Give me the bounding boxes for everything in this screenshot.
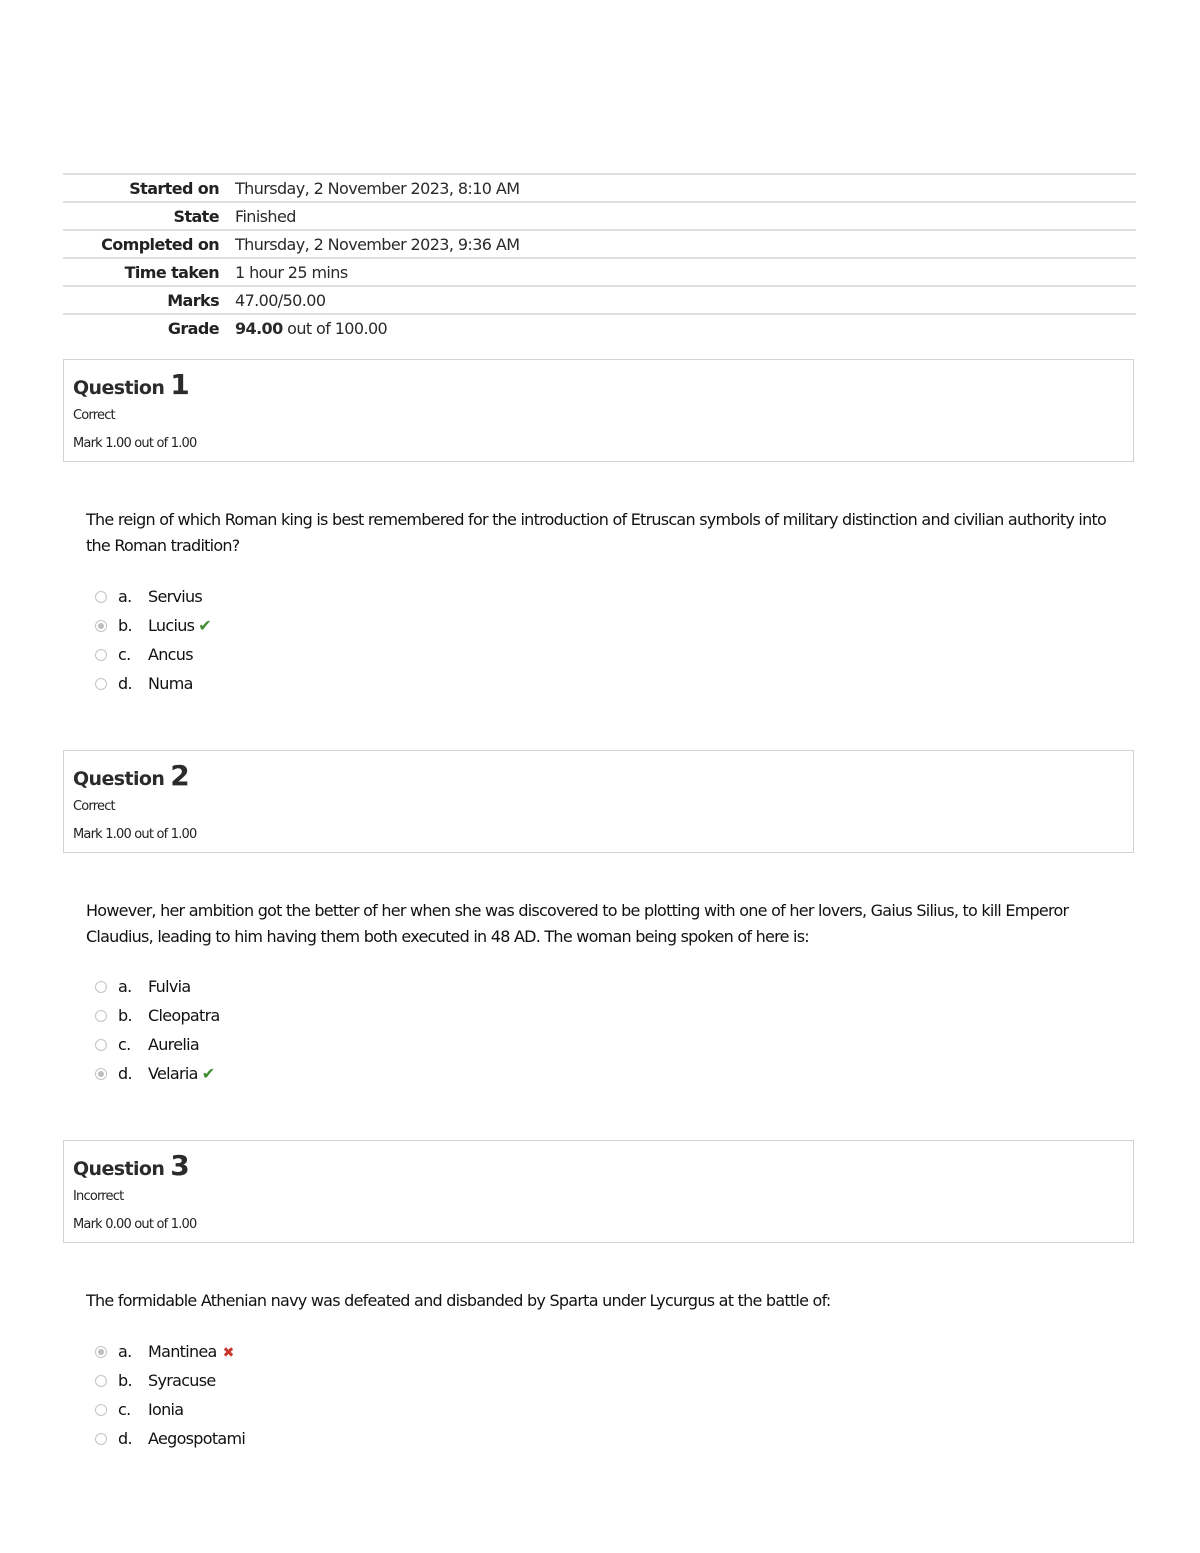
- radio-button[interactable]: [95, 1010, 107, 1022]
- question-number: 1: [170, 368, 190, 401]
- question-title: [73, 1149, 189, 1182]
- radio-button[interactable]: [95, 1375, 107, 1387]
- summary-value: 47.00/50.00: [235, 286, 1136, 314]
- radio-button[interactable]: [95, 1404, 107, 1416]
- option-letter: c.: [118, 645, 131, 664]
- radio-button[interactable]: [95, 981, 107, 993]
- question-1-info: [63, 359, 1134, 462]
- summary-row-started: [63, 174, 1136, 202]
- option-text: Lucius: [148, 616, 195, 635]
- summary-value: Thursday, 2 November 2023, 9:36 AM: [235, 230, 1136, 258]
- question-2-info: [63, 750, 1134, 853]
- question-number: 3: [170, 1149, 190, 1182]
- radio-button-selected[interactable]: [95, 620, 107, 632]
- option-text: Numa: [148, 674, 193, 693]
- option-text: Aegospotami: [148, 1429, 246, 1448]
- summary-row-marks: [63, 286, 1136, 314]
- option-letter: b.: [118, 1006, 132, 1025]
- option-text: Fulvia: [148, 977, 191, 996]
- summary-row-completed: [63, 230, 1136, 258]
- option-text: Ancus: [148, 645, 193, 664]
- summary-row-time-taken: [63, 258, 1136, 286]
- correct-check-icon: ✔: [198, 616, 212, 635]
- summary-label: Marks: [63, 286, 235, 314]
- option-text: Syracuse: [148, 1371, 216, 1390]
- summary-label: State: [63, 202, 235, 230]
- option-letter: a.: [118, 587, 132, 606]
- option-letter: b.: [118, 616, 132, 635]
- summary-label: Time taken: [63, 258, 235, 286]
- question-label: Question: [73, 768, 165, 790]
- option-letter: a.: [118, 977, 132, 996]
- correct-check-icon: ✔: [201, 1064, 215, 1083]
- option-label: [148, 1064, 214, 1083]
- grade-out-of: out of 100.00: [287, 318, 388, 338]
- question-label: Question: [73, 377, 165, 399]
- summary-label: Completed on: [63, 230, 235, 258]
- radio-button-selected[interactable]: [95, 1068, 107, 1080]
- question-state: Correct: [73, 799, 115, 814]
- radio-button[interactable]: [95, 1433, 107, 1445]
- question-2-text: However, her ambition got the better of her when she was discovered to be plotting with one of her lovers, Gaius Silius, to kill Emperor Claudius, leading to him having them both executed in 48 AD. The woman being spoken of here is:: [86, 901, 1069, 946]
- option-letter: a.: [118, 1342, 132, 1361]
- grade-value: 94.00: [235, 318, 283, 338]
- summary-value: Finished: [235, 202, 1136, 230]
- question-number: 2: [170, 759, 190, 792]
- question-state: Incorrect: [73, 1189, 124, 1204]
- summary-value: Thursday, 2 November 2023, 8:10 AM: [235, 174, 1136, 202]
- option-letter: c.: [118, 1400, 131, 1419]
- option-letter: d.: [118, 1429, 132, 1448]
- question-label: Question: [73, 1158, 165, 1180]
- summary-row-grade: [63, 314, 1136, 341]
- option-text: Aurelia: [148, 1035, 199, 1054]
- option-text: Servius: [148, 587, 203, 606]
- question-3-text: The formidable Athenian navy was defeated and disbanded by Sparta under Lycurgus at the battle of:: [86, 1291, 831, 1310]
- summary-row-state: [63, 202, 1136, 230]
- radio-button-selected[interactable]: [95, 1346, 107, 1358]
- option-text: Cleopatra: [148, 1006, 220, 1025]
- question-mark: Mark 1.00 out of 1.00: [73, 827, 197, 842]
- question-title: [73, 759, 189, 792]
- attempt-summary-table: [63, 173, 1136, 341]
- option-text: Velaria: [148, 1064, 198, 1083]
- question-3-info: [63, 1140, 1134, 1243]
- question-1-text: The reign of which Roman king is best remembered for the introduction of Etruscan symbols of military distinction and civilian authority into the Roman tradition?: [86, 510, 1107, 555]
- option-label: [148, 616, 211, 635]
- summary-label: Started on: [63, 174, 235, 202]
- question-title: [73, 368, 189, 401]
- radio-button[interactable]: [95, 591, 107, 603]
- summary-value: [235, 314, 1136, 341]
- radio-button[interactable]: [95, 649, 107, 661]
- question-state: Correct: [73, 408, 115, 423]
- option-label: [148, 1342, 234, 1361]
- radio-button[interactable]: [95, 1039, 107, 1051]
- option-letter: d.: [118, 1064, 132, 1083]
- option-text: Mantinea: [148, 1342, 217, 1361]
- summary-label: Grade: [63, 314, 235, 341]
- question-mark: Mark 0.00 out of 1.00: [73, 1217, 197, 1232]
- option-letter: c.: [118, 1035, 131, 1054]
- option-text: Ionia: [148, 1400, 184, 1419]
- summary-value: 1 hour 25 mins: [235, 258, 1136, 286]
- option-letter: d.: [118, 674, 132, 693]
- question-mark: Mark 1.00 out of 1.00: [73, 436, 197, 451]
- option-letter: b.: [118, 1371, 132, 1390]
- radio-button[interactable]: [95, 678, 107, 690]
- incorrect-cross-icon: ✖: [222, 1345, 234, 1361]
